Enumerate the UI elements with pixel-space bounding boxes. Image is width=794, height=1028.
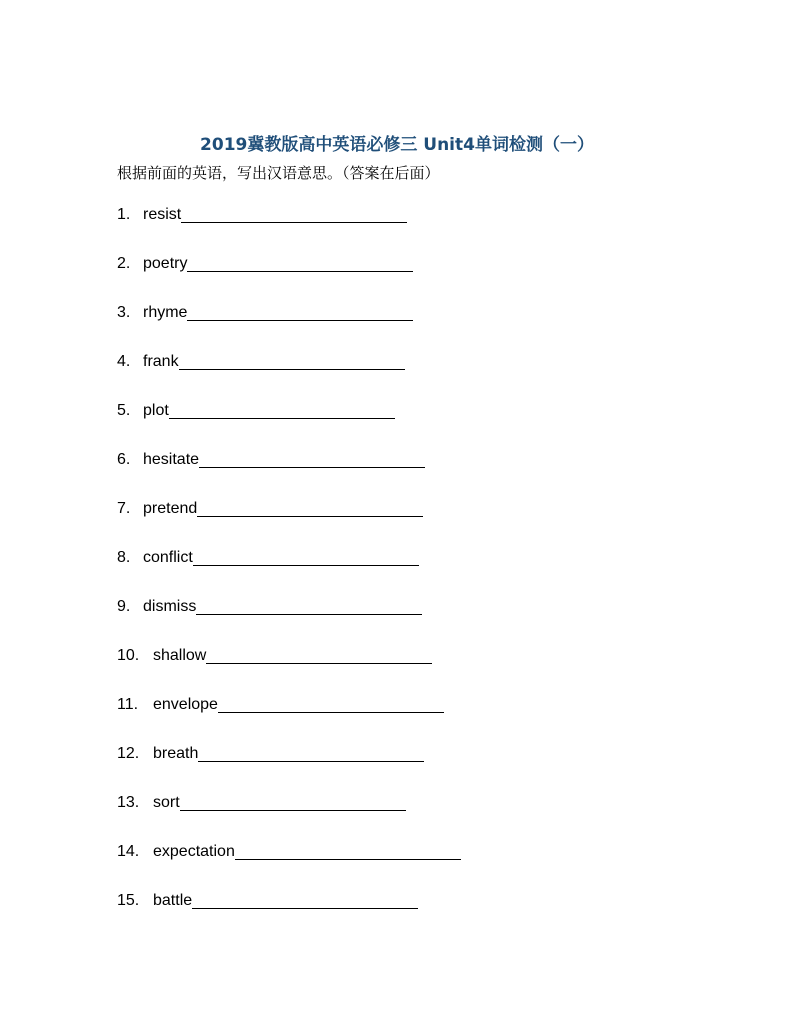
item-number: 14. (117, 843, 140, 860)
item-word: dismiss (143, 598, 197, 615)
item-number: 2. (117, 255, 131, 272)
item-number: 3. (117, 304, 131, 321)
item-number: 10. (117, 647, 140, 664)
item-word: rhyme (143, 304, 188, 321)
answer-blank[interactable] (193, 546, 419, 566)
answer-blank[interactable] (179, 350, 405, 370)
item-number: 5. (117, 402, 131, 419)
list-item (117, 448, 461, 497)
item-word: breath (153, 745, 199, 762)
list-item (117, 252, 461, 301)
list-item (117, 399, 461, 448)
item-number: 4. (117, 353, 131, 370)
item-number: 13. (117, 794, 140, 811)
item-number: 8. (117, 549, 131, 566)
list-item (117, 203, 461, 252)
answer-blank[interactable] (187, 252, 413, 272)
item-word: hesitate (143, 451, 200, 468)
item-number: 9. (117, 598, 131, 615)
answer-blank[interactable] (206, 644, 432, 664)
answer-blank[interactable] (187, 301, 413, 321)
instructions: 根据前面的英语，写出汉语意思。（答案在后面） (117, 164, 440, 182)
answer-blank[interactable] (218, 693, 444, 713)
item-word: poetry (143, 255, 188, 272)
list-item (117, 546, 461, 595)
item-word: envelope (153, 696, 218, 713)
list-item (117, 742, 461, 791)
list-item (117, 889, 461, 938)
list-item (117, 301, 461, 350)
item-number: 15. (117, 892, 140, 909)
answer-blank[interactable] (181, 203, 407, 223)
item-number: 11. (117, 696, 139, 713)
answer-blank[interactable] (197, 497, 423, 517)
list-item (117, 644, 461, 693)
list-item (117, 497, 461, 546)
answer-blank[interactable] (192, 889, 418, 909)
item-word: battle (153, 892, 193, 909)
answer-blank[interactable] (235, 840, 461, 860)
list-item (117, 693, 461, 742)
item-number: 1. (117, 206, 131, 223)
item-number: 12. (117, 745, 140, 762)
item-word: shallow (153, 647, 207, 664)
item-number: 6. (117, 451, 131, 468)
answer-blank[interactable] (180, 791, 406, 811)
answer-blank[interactable] (169, 399, 395, 419)
item-word: sort (153, 794, 180, 811)
list-item (117, 350, 461, 399)
answer-blank[interactable] (198, 742, 424, 762)
list-item (117, 595, 461, 644)
answer-blank[interactable] (199, 448, 425, 468)
item-word: expectation (153, 843, 235, 860)
item-word: conflict (143, 549, 193, 566)
item-number: 7. (117, 500, 131, 517)
word-list (117, 203, 461, 938)
list-item (117, 840, 461, 889)
answer-blank[interactable] (196, 595, 422, 615)
item-word: resist (143, 206, 182, 223)
list-item (117, 791, 461, 840)
page-title: 2019冀教版高中英语必修三 Unit4单词检测（一） (200, 135, 594, 155)
item-word: plot (143, 402, 169, 419)
item-word: pretend (143, 500, 198, 517)
item-word: frank (143, 353, 179, 370)
